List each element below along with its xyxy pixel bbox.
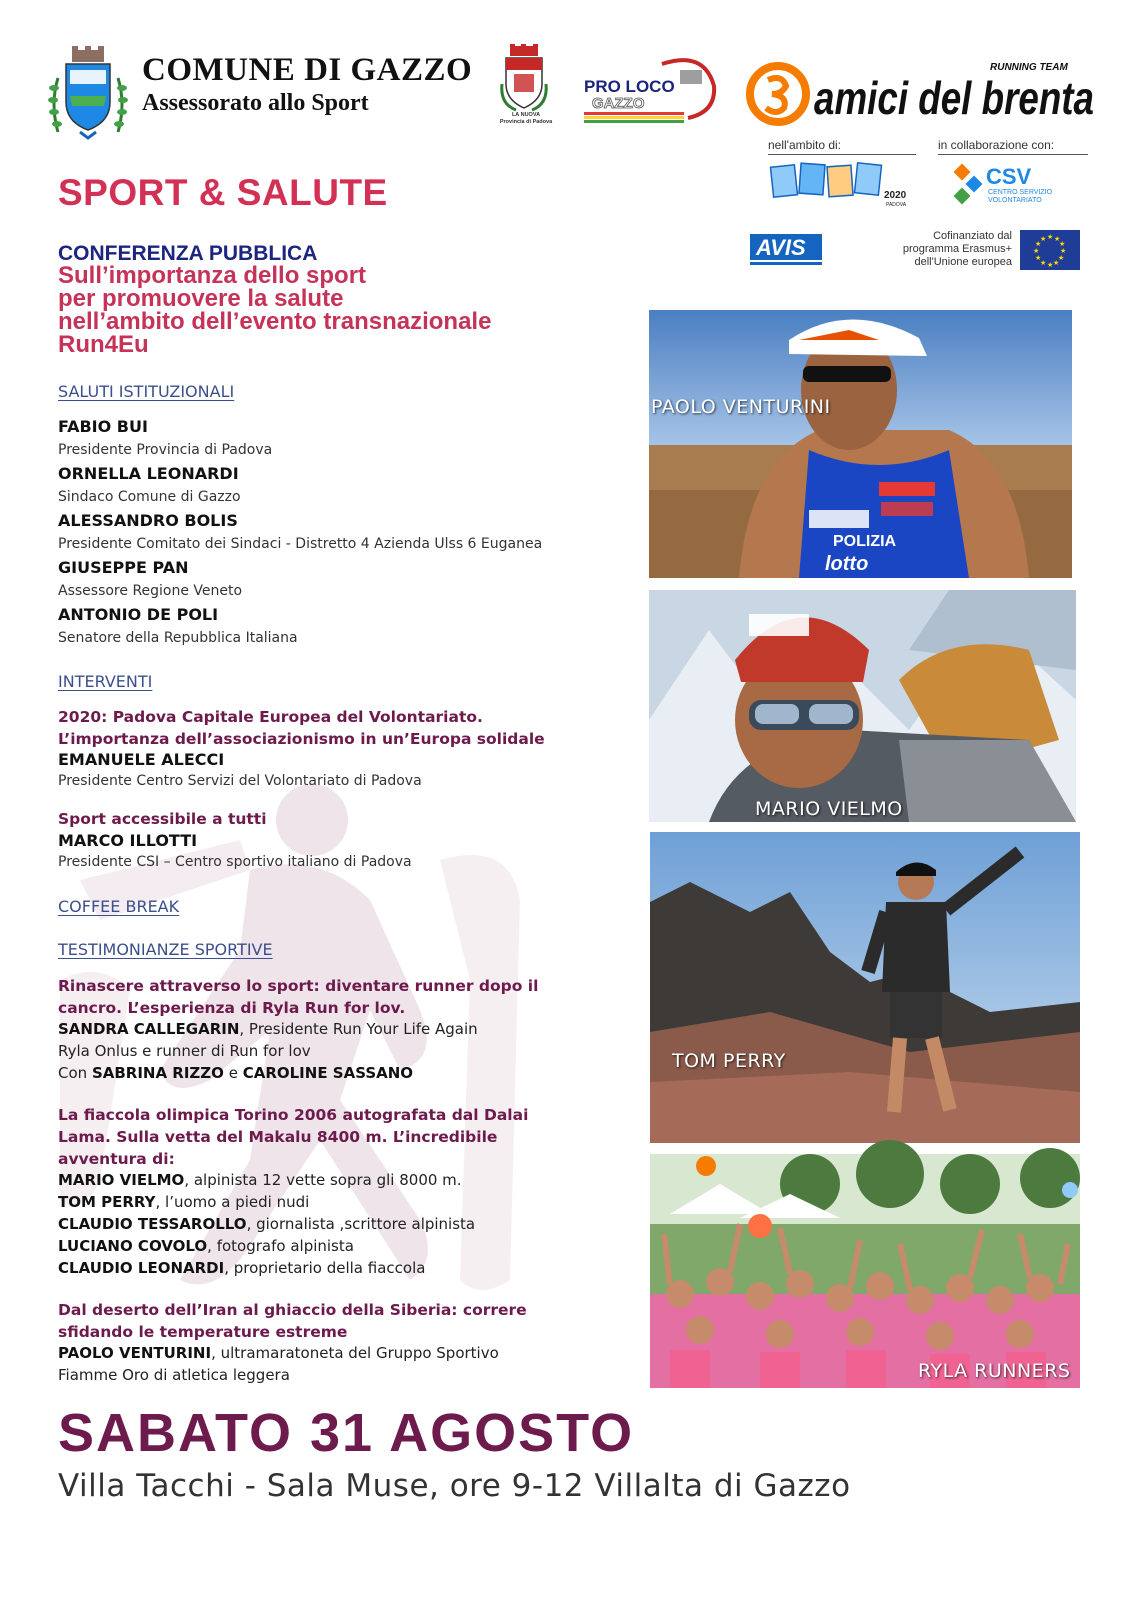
capitale-volontariato-2020-logo [768, 160, 916, 208]
e-word: e [223, 1064, 243, 1082]
testimonianza-1-topic-line-1: Rinascere attraverso lo sport: diventare runner dopo il [58, 977, 539, 995]
testimonianza-2-person [58, 1213, 475, 1235]
saluti-person-role: Presidente Provincia di Padova [58, 442, 273, 458]
svg-text:★: ★ [1058, 254, 1065, 262]
photo-label-tom-perry: TOM PERRY [672, 1050, 786, 1072]
photo-paolo-venturini [649, 310, 1072, 578]
cofin-line-3: dell'Unione europea [914, 256, 1012, 268]
ambito-label: nell'ambito di: [768, 138, 916, 155]
cap2020-year: 2020 [884, 190, 907, 201]
intervento-1-role: Presidente Centro Servizi del Volontariato di Padova [58, 773, 422, 789]
person-name: CLAUDIO TESSAROLLO [58, 1215, 247, 1233]
csv-name: CSV [986, 164, 1032, 189]
con-word: Con [58, 1064, 92, 1082]
avis-name: AVIS [756, 235, 806, 260]
conference-title: CONFERENZA PUBBLICA [58, 242, 318, 265]
intervento-2-speaker: MARCO ILLOTTI [58, 831, 198, 850]
helmet-text: FREE TIBET [783, 659, 854, 673]
testimonianza-2-topic [58, 1104, 528, 1170]
amici-name: amici del brenta [814, 72, 1094, 124]
event-date: SABATO 31 AGOSTO [58, 1403, 635, 1463]
conference-subtitle-line-1: Sull’importanza dello sport [58, 262, 367, 289]
person-name: MARIO VIELMO [58, 1171, 185, 1189]
testimonianza-1-role-line-2: Ryla Onlus e runner di Run for lov [58, 1042, 311, 1060]
person-desc: , fotografo alpinista [207, 1237, 354, 1255]
amici-del-brenta-logo [748, 56, 1100, 132]
svg-text:★: ★ [1054, 235, 1061, 243]
conference-subtitle-line-2: per promuovere la salute [58, 285, 344, 312]
padova-text-line-2: Provincia di Padova [499, 119, 553, 125]
testimonianza-3-role-line-2: Fiamme Oro di atletica leggera [58, 1366, 290, 1384]
photo-label-paolo-venturini: PAOLO VENTURINI [651, 396, 831, 418]
testimonianza-2-topic-line-1: La fiaccola olimpica Torino 2006 autografata dal Dalai [58, 1106, 529, 1124]
svg-text:★: ★ [1060, 247, 1067, 255]
person-name: LUCIANO COVOLO [58, 1237, 208, 1255]
section-coffee-break: COFFEE BREAK [58, 897, 180, 916]
testimonianza-1-name: SANDRA CALLEGARIN [58, 1020, 240, 1038]
conference-subtitle [58, 264, 491, 356]
saluti-person-name: ANTONIO DE POLI [58, 605, 219, 624]
gazzo-crest-logo [44, 44, 132, 140]
photo-mario-vielmo [649, 590, 1076, 822]
photo-label-mario-vielmo: MARIO VIELMO [755, 798, 903, 820]
saluti-person-name: ALESSANDRO BOLIS [58, 511, 238, 530]
jersey-text-1: POLIZIA [833, 533, 897, 550]
person-name: CLAUDIO LEONARDI [58, 1259, 225, 1277]
testimonianza-2-person [58, 1191, 309, 1213]
svg-text:★: ★ [1033, 247, 1040, 255]
conference-subtitle-line-4: Run4Eu [58, 331, 149, 358]
testimonianza-2-topic-line-2: Lama. Sulla vetta del Makalu 8400 m. L’incredibile [58, 1128, 498, 1146]
collaborazione-label: in collaborazione con: [938, 138, 1088, 155]
eu-flag-icon [1020, 230, 1080, 270]
csv-sub-2: VOLONTARIATO [988, 197, 1042, 204]
testimonianza-3-role: , ultramaratoneta del Gruppo Sportivo [211, 1344, 499, 1362]
with-person-2: CAROLINE SASSANO [242, 1064, 414, 1082]
testimonianza-3-speaker [58, 1342, 499, 1364]
testimonianza-2-person [58, 1235, 354, 1257]
csv-sub-1: CENTRO SERVIZIO [988, 189, 1053, 196]
svg-text:★: ★ [1047, 261, 1054, 269]
cofin-line-1: Cofinanziato dal [933, 230, 1012, 242]
testimonianza-3-topic-line-1: Dal deserto dell’Iran al ghiaccio della Siberia: correre [58, 1301, 527, 1319]
section-testimonianze-heading: TESTIMONIANZE SPORTIVE [58, 940, 273, 959]
testimonianza-2-person [58, 1257, 425, 1279]
section-interventi-heading: INTERVENTI [58, 672, 153, 691]
person-desc: , l’uomo a piedi nudi [155, 1193, 310, 1211]
photo-ryla-runners [650, 1154, 1080, 1388]
saluti-person-name: GIUSEPPE PAN [58, 558, 189, 577]
amici-running-team: RUNNING TEAM [990, 62, 1068, 73]
testimonianza-1-topic [58, 975, 538, 1019]
svg-text:★: ★ [1035, 254, 1042, 262]
testimonianza-1-role: , Presidente Run Your Life Again [239, 1020, 478, 1038]
proloco-text-1: PRO LOCO [584, 77, 675, 96]
photo-tom-perry [650, 832, 1080, 1143]
svg-text:★: ★ [1040, 235, 1047, 243]
comune-title: COMUNE DI GAZZO [142, 52, 473, 88]
section-saluti-heading: SALUTI ISTITUZIONALI [58, 382, 235, 401]
saluti-person-name: ORNELLA LEONARDI [58, 464, 239, 483]
csv-logo [950, 160, 1070, 210]
intervento-2-topic: Sport accessibile a tutti [58, 810, 267, 828]
saluti-person-name: FABIO BUI [58, 417, 148, 436]
cap2020-city: PADOVA [886, 202, 907, 208]
jersey-text-2: lotto [825, 553, 869, 575]
svg-text:★: ★ [1053, 259, 1060, 267]
avis-logo [750, 232, 822, 266]
testimonianza-1-topic-line-2: cancro. L’esperienza di Ryla Run for lov. [58, 999, 406, 1017]
svg-text:★: ★ [1047, 233, 1054, 241]
conference-subtitle-line-3: nell’ambito dell’evento transnazionale [58, 308, 492, 335]
person-desc: , alpinista 12 vette sopra gli 8000 m. [184, 1171, 462, 1189]
testimonianza-3-name: PAOLO VENTURINI [58, 1344, 212, 1362]
person-desc: , proprietario della fiaccola [224, 1259, 426, 1277]
with-person-1: SABRINA RIZZO [91, 1064, 224, 1082]
cofin-line-2: programma Erasmus+ [902, 243, 1012, 255]
proloco-text-2: GAZZO [592, 95, 645, 112]
saluti-person-role: Presidente Comitato dei Sindaci - Distretto 4 Azienda Ulss 6 Euganea [58, 536, 543, 552]
person-desc: , giornalista ,scrittore alpinista [246, 1215, 476, 1233]
testimonianza-2-person [58, 1169, 462, 1191]
page-title: SPORT & SALUTE [58, 172, 388, 213]
svg-text:★: ★ [1059, 240, 1066, 248]
erasmus-cofinanced-caption [862, 230, 1012, 269]
testimonianza-1-speaker [58, 1018, 478, 1040]
photo-label-ryla-runners: RYLA RUNNERS [918, 1360, 1071, 1382]
event-place: Villa Tacchi - Sala Muse, ore 9-12 Villalta di Gazzo [58, 1468, 851, 1504]
saluti-person-role: Sindaco Comune di Gazzo [58, 489, 241, 505]
intervento-1-topic [58, 706, 545, 750]
person-name: TOM PERRY [58, 1193, 156, 1211]
saluti-person-role: Senatore della Repubblica Italiana [58, 630, 298, 646]
padova-text-line-1: LA NUOVA [511, 112, 541, 118]
intervento-1-speaker: EMANUELE ALECCI [58, 750, 225, 769]
svg-text:★: ★ [1040, 259, 1047, 267]
saluti-person-role: Assessore Regione Veneto [58, 583, 243, 599]
intervento-2-role: Presidente CSI – Centro sportivo italiano di Padova [58, 854, 412, 870]
testimonianza-2-topic-line-3: avventura di: [58, 1150, 175, 1168]
provincia-padova-caption [480, 112, 572, 126]
intervento-1-topic-line-2: L’importanza dell’associazionismo in un’Europa solidale [58, 730, 545, 748]
testimonianza-1-with [58, 1062, 413, 1084]
pro-loco-gazzo-logo [584, 56, 722, 126]
intervento-1-topic-line-1: 2020: Padova Capitale Europea del Volontariato. [58, 708, 483, 726]
svg-text:★: ★ [1035, 240, 1042, 248]
testimonianza-3-topic [58, 1299, 527, 1343]
comune-subtitle: Assessorato allo Sport [142, 90, 369, 116]
testimonianza-3-topic-line-2: sfidando le temperature estreme [58, 1323, 348, 1341]
